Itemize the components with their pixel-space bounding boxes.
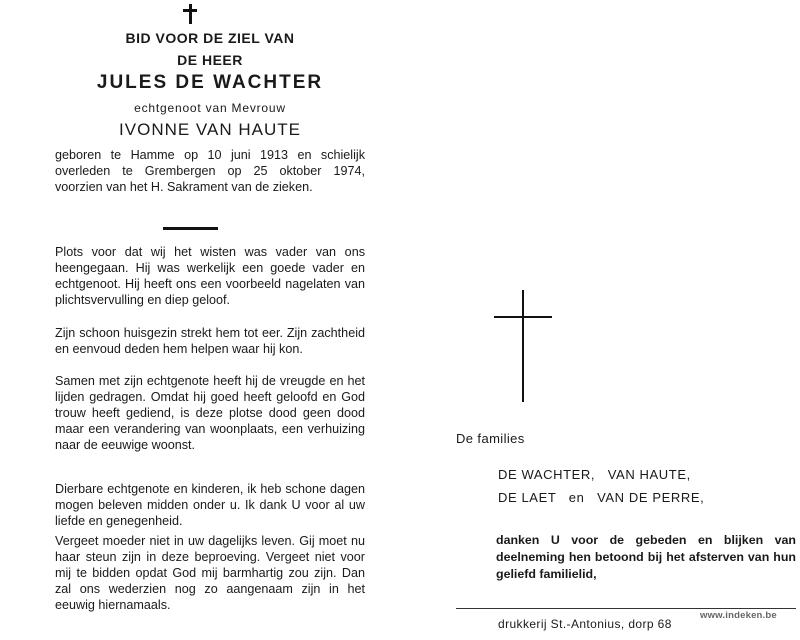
deceased-name: JULES DE WACHTER: [96, 72, 324, 93]
right-panel: [408, 0, 800, 640]
printer-credit: drukkerij St.-Antonius, dorp 68: [498, 617, 672, 631]
cross-icon: [183, 4, 197, 24]
large-cross-icon: [494, 290, 552, 402]
divider: [163, 227, 218, 230]
families-heading: De families: [456, 431, 525, 446]
divider-rule: [456, 608, 796, 609]
families-line: DE LAET en VAN DE PERRE,: [498, 490, 705, 505]
heading-title: DE HEER: [177, 52, 243, 68]
paragraph: Zijn schoon huisgezin strekt hem tot eer. Zijn zachtheid en eenvoud deden hem helpen waar hij kon.: [55, 326, 365, 356]
spouse-name: IVONNE VAN HAUTE: [119, 120, 301, 139]
paragraph: Plots voor dat wij het wisten was vader van ons heengegaan. Hij was werkelijk een goede vader en echtgenoot. Hij heeft ons een voorbeeld nagelaten van plichtsvervulling en diep geloof.: [55, 245, 365, 307]
spouse-intro: echtgenoot van Mevrouw: [134, 101, 286, 115]
families-line: DE WACHTER, VAN HAUTE,: [498, 467, 691, 482]
paragraph: Vergeet moeder niet in uw dagelijks leven. Gij moet nu haar steun zijn in deze beproeving. Vergeet niet voor mij te bidden opdat God mij barmhartig zou zijn. Dan zal ons wederzien nog zo aangenaam zijn in het eeuwig hiernamaals.: [55, 534, 365, 612]
watermark: www.indeken.be: [700, 610, 777, 621]
birth-death-text: geboren te Hamme op 10 juni 1913 en schielijk overleden te Grembergen op 25 oktober 1974, voorzien van het H. Sakrament van de zieken.: [55, 148, 365, 194]
heading-prayer: BID VOOR DE ZIEL VAN: [125, 30, 295, 46]
paragraph: Samen met zijn echtgenote heeft hij de vreugde en het lijden gedragen. Omdat hij goed heeft geloofd en God trouw heeft gediend, is deze plotse dood geen dood maar een verandering van woonplaats, een verhuizing naar de eeuwige woonst.: [55, 374, 365, 452]
thanks-text: danken U voor de gebeden en blijken van deelneming hen betoond bij het afsterven van hun geliefd familielid,: [496, 533, 796, 581]
paragraph: Dierbare echtgenote en kinderen, ik heb schone dagen mogen beleven midden onder u. Ik dank U voor al uw liefde en genegenheid.: [55, 482, 365, 528]
